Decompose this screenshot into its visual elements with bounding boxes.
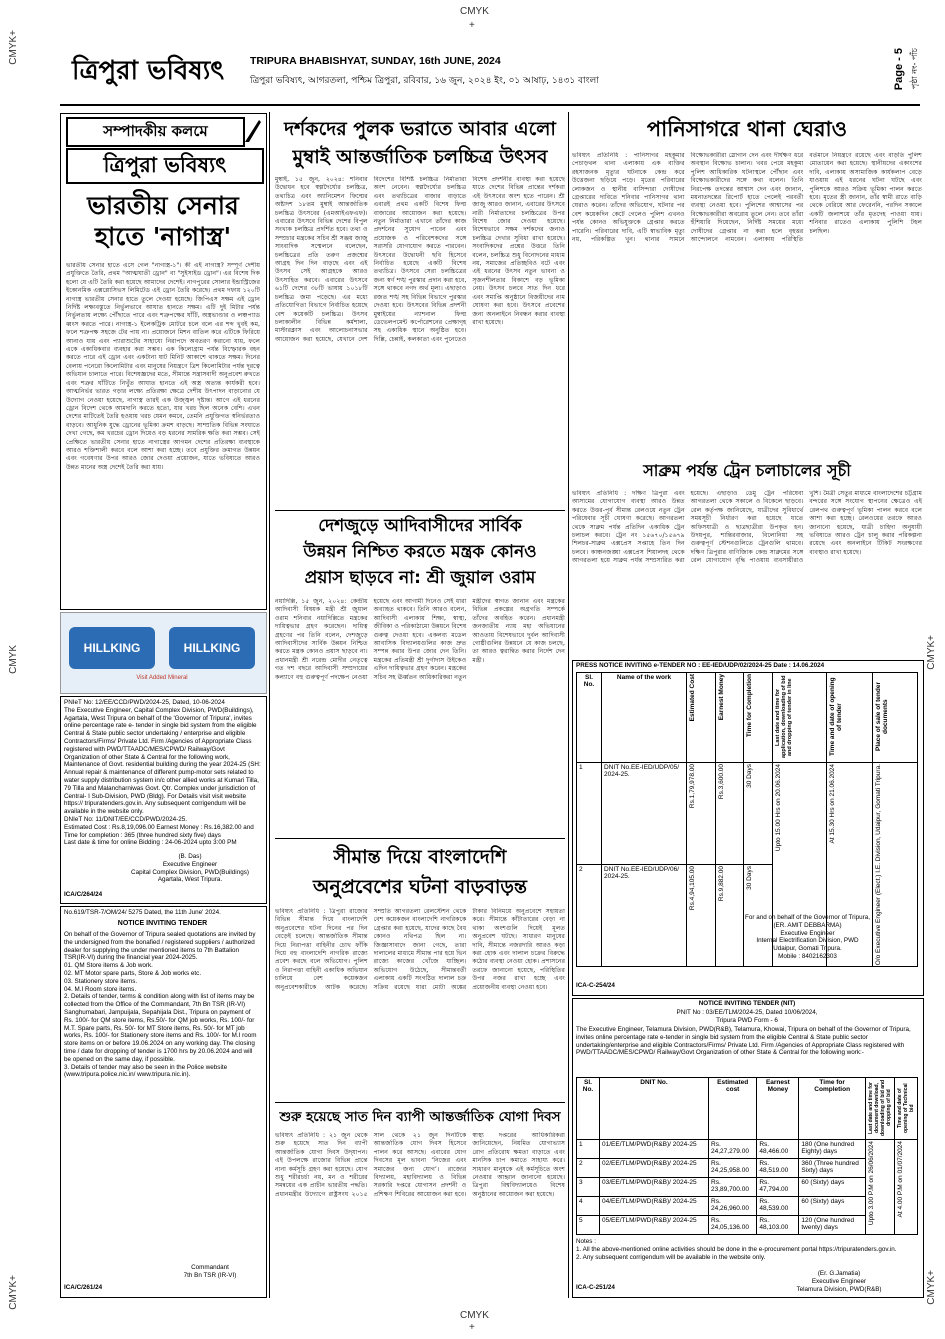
train-headline: সাব্রুম পর্যন্ত ট্রেন চলাচালের সূচী xyxy=(643,461,851,480)
tribal-headline-1: দেশজুড়ে আদিবাসীদের সার্বিক xyxy=(318,516,522,536)
tlm-row2-time: 360 (Three hundred Sixty) days xyxy=(799,1159,866,1178)
police-headline: পানিসাগরে থানা ঘেরাও xyxy=(646,117,848,141)
tribal-headline-3: প্রয়াস ছাড়বে না: শ্রী জুয়াল ওরাম xyxy=(304,568,536,588)
bangladesh-headline-2: অনুপ্রবেশের ঘটনা বাড়বাড়ন্ত xyxy=(312,876,528,898)
tlm-row3-em: Rs. 47,794.00 xyxy=(757,1178,799,1197)
ied-row1-time: 30 Days xyxy=(744,763,773,865)
tribal-rule xyxy=(275,510,565,511)
masthead-title: ত্রিপুরা ভবিষ্যৎ xyxy=(72,56,225,86)
ied-col-last: Last date and time for application, downloading of bid and dropping of tender in line xyxy=(772,673,827,763)
film-body: মুম্বাই, ১৫ জুন, ২০২৪: শনিবার উদ্বোধন হবে স্বল্পদৈর্ঘ্যের চলচ্চিত্র, তথ্যচিত্র এবং অ্যানিমেশন ফিল্মের অষ্টাদশ ১৮তম মুম্বাই আন্তর্জাতিক চলচ্চিত্র উৎসবের (এমআইএফএফ)। এবারের উৎসবে বিভিন্ন দেশের বিপুল সংখ্যক চলচ্চিত্র প্রদর্শিত হবে। তথ্য ও সম্প্রচার মন্ত্রকের সচিব শ্রী সঞ্জয় জাজু সাংবাদিক সম্মেলনে বলেছেন, চলচ্চিত্রের প্রতি তরুণ প্রজন্মের আগ্রহ দিন দিন বাড়ছে এবং এই উৎসব সেই আগ্রহকে আরও উৎসাহিত করবে। এবারের উৎসবে ৬১টি দেশের ৩৮টি ভাষায় ১০১৮টি চলচ্চিত্র জমা পড়েছে। এর মধ্যে প্রতিযোগিতা বিভাগে নির্বাচিত হয়েছে বেশ কয়েকটি চলচ্চিত্র। উৎসব চলাকালীন বিভিন্ন কর্মশালা, মাস্টারক্লাস এবং আলোচনাসভার আয়োজন করা হয়েছে, যেখানে দেশ বিদেশের বিশিষ্ট চলচ্চিত্র নির্মাতারা অংশ নেবেন। স্বল্পদৈর্ঘ্যের চলচ্চিত্র এবং তথ্যচিত্রের বাজার বাড়াতে এবারই প্রথম একটি বিশেষ ফিল্ম বাজারের আয়োজন করা হয়েছে। নতুন নির্মাতারা এখানে তাঁদের কাজ প্রদর্শনের সুযোগ পাবেন এবং প্রযোজক ও পরিবেশকদের সঙ্গে সরাসরি যোগাযোগ করতে পারবেন। উৎসবের উদ্বোধনী ছবি হিসেবে নির্বাচিত হয়েছে একটি বিশেষ তথ্যচিত্র। উৎসবে সেরা চলচ্চিত্রের জন্য স্বর্ণ শঙ্খ পুরস্কার প্রদান করা হবে, সঙ্গে থাকবে নগদ অর্থ মূল্য। এছাড়াও রজত শঙ্খ সহ বিভিন্ন বিভাগে পুরস্কার দেওয়া হবে। উৎসবের বিভিন্ন প্রদর্শনী মুম্বাইয়ের ন্যাশনাল ফিল্ম ডেভেলপমেন্ট কর্পোরেশনের প্রেক্ষাগৃহ সহ একাধিক স্থানে অনুষ্ঠিত হবে। দিল্লি, চেন্নাই, কলকাতা এবং পুনেতেও বিশেষ প্রদর্শনীর ব্যবস্থা করা হয়েছে যাতে দেশের বিভিন্ন প্রান্তের দর্শকরা এই উৎসবের অংশ হতে পারেন। শ্রী জাজু আরও জানান, এবারের উৎসবে নারী নির্মাতাদের চলচ্চিত্রের উপর বিশেষ জোর দেওয়া হয়েছে। বিশেষভাবে সক্ষম দর্শকদের জন্যও চলচ্চিত্র দেখার সুবিধা রাখা হয়েছে। সংবাদিকদের প্রশ্নের উত্তরে তিনি বলেন, চলচ্চিত্র শুধু বিনোদনের মাধ্যম নয়, সমাজের প্রতিচ্ছবিও বটে এবং এই ধরনের উৎসব নতুন ভাবনা ও সৃজনশীলতার বিকাশে বড় ভূমিকা নেয়। উৎসব চলবে সাত দিন ধরে এবং সমাপ্তি অনুষ্ঠানে বিজয়ীদের নাম ঘোষণা করা হবে। উৎসবে প্রবেশের জন্য অনলাইনে নিবন্ধন করার ব্যবস্থা রাখা হয়েছে। xyxy=(275,176,565,343)
hillking-badge-left: HILLKING xyxy=(69,627,155,669)
tlm-row2-dnit: 02/EE/TLM/PWD(R&B)/ 2024-25 xyxy=(600,1159,709,1178)
tender-ied-header: PRESS NOTICE INVITING e-TENDER NO : EE-IED/UDP/02/2024-25 Date : 14.06.2024 xyxy=(576,662,825,669)
tlm-row2-em: Rs. 48,519.00 xyxy=(757,1159,799,1178)
tlm-row3-dnit: 03/EE/TLM/PWD(R&B)/ 2024-25 xyxy=(600,1178,709,1197)
ied-row2-name: DNIT No.EE-IED/UDP/06/ 2024-25. xyxy=(602,865,687,967)
table-row xyxy=(577,763,918,865)
editorial-headline: ভারতীয় সেনার হাতে 'নাগাস্ত্র' xyxy=(87,191,239,251)
yoga-rule xyxy=(275,1102,565,1103)
tender-tlm-code: ICA-C-251/24 xyxy=(576,1284,615,1291)
tlm-row5-sl: 5 xyxy=(577,1216,600,1235)
tlm-col-em: Earnest Money xyxy=(757,1078,799,1140)
tlm-last-date: Upto 3.00 P.M on 26/06/2024 xyxy=(865,1140,894,1235)
ied-col-em: Earnest Money xyxy=(715,673,744,763)
editorial-paper-name: ত্রিপুরা ভবিষ্যৎ xyxy=(66,148,264,184)
tlm-row1-sl: 1 xyxy=(577,1140,600,1159)
tlm-col-dnit: DNIT No. xyxy=(600,1078,709,1140)
tlm-row1-time: 180 (One hundred Eighty) days xyxy=(799,1140,866,1159)
hillking-caption: Visit Added Mineral xyxy=(136,675,188,681)
tlm-col-cost: Estimated cost xyxy=(709,1078,757,1140)
hillking-badge-right: HILLKING xyxy=(169,627,255,669)
tender-tlm-table xyxy=(576,1077,918,1235)
ied-row1-cost: Rs.1,79,978.00 xyxy=(687,763,716,865)
police-body: ভবিষ্যৎ প্রতিনিধি : পানিসাগর মহকুমার পেচাড়থল থানা এলাকায় এক ব্যক্তির রহস্যজনক মৃত্যুর ঘটনাকে কেন্দ্র করে উত্তেজনা ছড়িয়ে পড়ে। মৃতের পরিবারের লোকজন ও স্থানীয় বাসিন্দারা দোষীদের গ্রেপ্তারের দাবিতে শনিবার পানিসাগর থানা ঘেরাও করেন। তাঁদের অভিযোগ, ঘটনার পর বেশ কয়েকদিন কেটে গেলেও পুলিশ এখনও পর্যন্ত কোনও অভিযুক্তকে গ্রেপ্তার করতে পারেনি। পরিবারের দাবি, এটি স্বাভাবিক মৃত্যু নয়, পরিকল্পিত খুন। থানার সামনে বিক্ষোভকারীরা স্লোগান দেন এবং দীর্ঘক্ষণ ধরে অবস্থান বিক্ষোভ চালান। খবর পেয়ে মহকুমা পুলিশ আধিকারিক ঘটনাস্থলে পৌঁছান এবং বিক্ষোভকারীদের সঙ্গে কথা বলেন। তিনি নিরপেক্ষ তদন্তের আশ্বাস দেন এবং জানান, ময়নাতদন্তের রিপোর্ট হাতে পেলেই পরবর্তী ব্যবস্থা নেওয়া হবে। পুলিশের আশ্বাসের পর বিক্ষোভকারীরা অবরোধ তুলে নেন। তবে তাঁরা হুঁশিয়ারি দিয়েছেন, নির্দিষ্ট সময়ের মধ্যে দোষীদের গ্রেপ্তার না করা হলে বৃহত্তর আন্দোলনে নামবেন। এলাকায় পরিস্থিতি বর্তমানে নিয়ন্ত্রণে রয়েছে এবং বাড়তি পুলিশ মোতায়েন করা হয়েছে। স্থানীয়দের একাংশের দাবি, এলাকায় অসামাজিক কার্যকলাপ বেড়ে যাওয়ায় এই ধরনের ঘটনা ঘটছে এবং পুলিশকে আরও সক্রিয় ভূমিকা পালন করতে হবে। মৃতের স্ত্রী জানান, তাঁর স্বামী রাতে বাড়ি থেকে বেরিয়ে আর ফেরেননি, পরদিন সকালে একটি জলাশয়ে তাঁর মৃতদেহ পাওয়া যায়। শনিবার রাতেও এলাকায় পুলিশি টহল চলছিল। xyxy=(572,152,922,244)
cmyk-top: CMYK xyxy=(460,6,489,17)
bangladesh-rule xyxy=(275,838,565,839)
tlm-col-time: Time for Completion xyxy=(799,1078,866,1140)
tender-ied-sign: For and on behalf of the Governor of Tripura, (ER. AMIT DEBBARMA) Executive Engineer Internal Electrification Division, PWD Udaipur, Gomati Tripura. Mobile : 8402162303 xyxy=(745,914,870,960)
tender-tlm-notes: Notes : 1. All the above-mentioned online activities should be done in the e-procurement portal https://tripuratenders.gov.in. 2. Any subsequent corrigendum will be available in the website only. xyxy=(576,1238,897,1261)
editorial-label: সম্পাদকীয় কলমে xyxy=(66,117,245,147)
tender-tsr-title: NOTICE INVITING TENDER xyxy=(117,920,208,927)
quill-icon xyxy=(243,116,263,144)
yoga-body: ভবিষ্যৎ প্রতিনিধি : ২১ জুন থেকে শুরু হয়েছে সাত দিন ব্যাপী আন্তর্জাতিক যোগা দিবস উদ্‌যাপন। এই উপলক্ষে রাজ্যের বিভিন্ন প্রান্তে নানা কর্মসূচি গ্রহণ করা হয়েছে। যোগ শুধু শরীরচর্চা নয়, মন ও শরীরের সমন্বয়ের এক প্রাচীন ভারতীয় পদ্ধতি। প্রধানমন্ত্রীর উদ্যোগে রাষ্ট্রসংঘ ২০১৫ সাল থেকে ২১ জুন দিনটিকে আন্তর্জাতিক যোগ দিবস হিসেবে পালন করে আসছে। এবারের যোগ দিবসের মূল ভাবনা ‘নিজের এবং সমাজের জন্য যোগ’। রাজ্যের বিদ্যালয়, মহাবিদ্যালয় ও বিভিন্ন সরকারি দপ্তরে যোগাসন প্রদর্শনী ও প্রশিক্ষণ শিবিরের আয়োজন করা হবে। স্বাস্থ্য দপ্তরের আধিকারিকরা জানিয়েছেন, নিয়মিত যোগাভ্যাস রোগ প্রতিরোধ ক্ষমতা বাড়াতে এবং মানসিক চাপ কমাতে সাহায্য করে। সাধারণ মানুষকে এই কর্মসূচিতে অংশ নেওয়ার আহ্বান জানানো হয়েছে। ত্রিপুরা বিশ্ববিদ্যালয়েও বিশেষ অনুষ্ঠানের আয়োজন করা হয়েছে। xyxy=(275,1132,565,1198)
film-headline-1: দর্শকদের পুলক ভরাতে আবার এলো xyxy=(284,118,556,140)
tlm-row3-time: 60 (Sixty) days xyxy=(799,1178,866,1197)
tribal-headline-2: উন্নয়ন নিশ্চিত করতে মন্ত্রক কোনও xyxy=(303,542,537,562)
tender-tlm-sign: (Er. G.Jamatia) Executive Engineer Telamura Division, PWD(R&B) xyxy=(796,1270,882,1293)
tender-tlm-nit: PNIT No : 03/EE/TLM/2024-25, Dated 10/06/2024, Tripura PWD Form - 6 xyxy=(676,1009,818,1024)
ied-col-place: Place of sale of tender documents xyxy=(872,673,917,763)
ied-open-date: At 15.30 Hrs on 21.06.2024 xyxy=(827,763,872,967)
tlm-row4-em: Rs. 48,539.00 xyxy=(757,1197,799,1216)
cmyk-bottom: CMYK xyxy=(460,1310,489,1321)
editorial-body: ভারতীয় সেনার হাতে এসে গেল "নাগাস্ত্র-১"। কী এই নাগাস্ত্র? সম্পূর্ণ দেশীয় প্রযুক্তিতে তৈরি, প্রথম "আত্মঘাতী ড্রোন" বা "সুইসাইড ড্রোন"। এর বিশেষ দিক হলো যে এটি তৈরি করা হয়েছে আমাদের দেশেই। নাগপুরের সোলার ইন্ডাস্ট্রিজের ইকোনমিক এক্সপ্লোসিভস লিমিটেড এই ড্রোন তৈরি করেছে। প্রথম দফায় ১২০টি নাগাস্ত্র ভারতীয় সেনার হাতে তুলে দেওয়া হয়েছে। জিপিএস সক্ষম এই ড্রোন নির্দিষ্ট লক্ষ্যবস্তুতে নির্ভুলভাবে আঘাত হানতে সক্ষম। এটি দুই মিটার পর্যন্ত নির্ভুলতায় লক্ষ্যে পৌঁছাতে পারে এবং শত্রুপক্ষের ঘাঁটি, অস্ত্রভাণ্ডার ও লঞ্চপ্যাড ধ্বংস করতে পারে। নাগাস্ত্র-১ ইলেকট্রিক মোটরে চলে বলে এর শব্দ খুবই কম, ফলে শত্রুপক্ষ সহজে টের পায় না। প্রয়োজনে মিশন বাতিল করে এটিকে ফিরিয়ে আনাও যায় এবং প্যারাশুটের সাহায্যে নিরাপদে অবতরণ করানো যায়, ফলে একে একাধিকবার ব্যবহার করা সম্ভব। এক কিলোগ্রাম পর্যন্ত বিস্ফোরক বহন করতে পারে এই ড্রোন এবং একটানা ষাট মিনিট আকাশে থাকতে সক্ষম। দিনের বেলায় পনেরো কিলোমিটার এবং মানুষের নিয়ন্ত্রণে ত্রিশ কিলোমিটার পর্যন্ত দূরত্বে অভিযান চালাতে পারে। বিশেষজ্ঞদের মতে, সীমান্তে সন্ত্রাসবাদী অনুপ্রবেশ রুখতে এবং শত্রুর ঘাঁটিতে নিখুঁত আঘাত হানতে এই অস্ত্র অত্যন্ত কার্যকরী হবে। আত্মনির্ভর ভারত গড়ার লক্ষ্যে প্রতিরক্ষা ক্ষেত্রে দেশীয় উৎপাদন বাড়ানোর যে উদ্যোগ নেওয়া হয়েছে, নাগাস্ত্র তারই এক উজ্জ্বল দৃষ্টান্ত। আগে এই ধরনের ড্রোন বিদেশ থেকে আমদানি করতে হতো, যার খরচ ছিল অনেক বেশি। এখন দেশের মাটিতেই তৈরি হওয়ায় খরচ যেমন কমবে, তেমনি প্রযুক্তিগত স্বনির্ভরতাও বাড়বে। আধুনিক যুদ্ধে ড্রোনের ভূমিকা ক্রমশ বাড়ছে। সাম্প্রতিক বিভিন্ন সংঘাতে দেখা গেছে, কম খরচের ড্রোন দিয়েও বড় ধরনের সামরিক ক্ষতি করা সম্ভব। সেই প্রেক্ষিতে ভারতীয় সেনার হাতে নাগাস্ত্রের আগমন দেশের প্রতিরক্ষা ব্যবস্থাকে আরও শক্তিশালী করবে বলে আশা করা হচ্ছে। তবে প্রযুক্তির ক্রমাগত উন্নয়ন এবং গবেষণার উপর আরও জোর দেওয়া প্রয়োজন, যাতে ভবিষ্যতে আরও উন্নত মানের অস্ত্র দেশেই তৈরি করা যায়। xyxy=(66,262,260,471)
masthead-rule xyxy=(60,104,920,106)
tender-tsr-sign: Commandant 7th Bn TSR (IR-VI) xyxy=(183,1264,237,1279)
tlm-row4-cost: Rs. 24,26,960.00 xyxy=(709,1197,757,1216)
ied-row1-name: DNIT No.EE-IED/UDP/05/ 2024-25. xyxy=(602,763,687,865)
tlm-open-date: At 4.00 P.M on 01/07/2024 xyxy=(894,1140,917,1235)
ied-row1-em: Rs.3,600.00 xyxy=(715,763,744,865)
ied-last-date: Upto 15.00 Hrs on 20.06.2024 xyxy=(772,763,827,967)
page-number-bengali: পৃষ্ঠা নং- পাঁচ xyxy=(910,48,919,90)
tlm-row5-time: 120 (One hundred twenty) days xyxy=(799,1216,866,1235)
tlm-row4-time: 60 (Sixty) days xyxy=(799,1197,866,1216)
bangladesh-headline-1: সীমান্ত দিয়ে বাংলাদেশি xyxy=(333,846,507,868)
tlm-col-sl: Sl. No. xyxy=(577,1078,600,1140)
tlm-col-open: Time and date of opening of Technical bid xyxy=(894,1078,917,1140)
tender-tlm-title: NOTICE INVITING TENDER (NIT) xyxy=(698,1000,796,1007)
tlm-row2-sl: 2 xyxy=(577,1159,600,1178)
cmyk-left-bottom: CMYK+ xyxy=(8,1275,19,1310)
tlm-row1-dnit: 01/EE/TLM/PWD(R&B)/ 2024-25 xyxy=(600,1140,709,1159)
ied-col-sl: Sl. No. xyxy=(577,673,602,763)
ied-col-time: Time for Completion xyxy=(744,673,773,763)
tlm-row5-dnit: 05/EE/TLM/PWD(R&B)/ 2024-25 xyxy=(600,1216,709,1235)
cmyk-right-mid: CMYK+ xyxy=(926,635,937,670)
tender-tlm-text: The Executive Engineer, Telamura Division, PWD(R&B), Telamura, Khowai, Tripura on behalf of the Governor of Tripura, invites online percentage rate e-tender in single bid system from the eligible Central & State public sector undertaking/enterprise and eligible Contractors/Firms/ Private Ltd. Firm /Agencies of Appropriate Class registered with PWD/TTAADC/MES/CPWD/ Railway/Govt Organization of other State & Central for the following work:- xyxy=(576,1026,911,1057)
ied-row1-sl: 1 xyxy=(577,763,602,865)
tlm-row1-cost: Rs. 24,27,279.00 xyxy=(709,1140,757,1159)
tlm-row3-cost: Rs. 23,89,700.00 xyxy=(709,1178,757,1197)
film-headline-2: মুম্বাই আন্তর্জাতিক চলচ্চিত্র উৎসব xyxy=(292,146,548,168)
plus-top: + xyxy=(469,20,475,31)
tlm-col-last: Last date and time for document download, downloading of bid and dropping of bid xyxy=(865,1078,894,1140)
bangladesh-body: ভবিষ্যৎ প্রতিনিধি : ত্রিপুরা রাজ্যের বিভিন্ন সীমান্ত দিয়ে বাংলাদেশি অনুপ্রবেশের ঘটনা দিনের পর দিন বেড়েই চলেছে। আন্তর্জাতিক সীমান্ত দিয়ে নিরাপত্তা বাহিনীর চোখ ফাঁকি দিয়ে বহু বাংলাদেশি নাগরিক রাজ্যে প্রবেশ করছে বলে অভিযোগ। পুলিশ ও নিরাপত্তা বাহিনী একাধিক অভিযান চালিয়ে বেশ কয়েকজন অনুপ্রবেশকারীকে আটক করেছে। সম্প্রতি আগরতলা রেলস্টেশন থেকে বেশ কয়েকজন বাংলাদেশি নাগরিককে গ্রেপ্তার করা হয়েছে, যাদের কাছে বৈধ কোনও নথিপত্র ছিল না। জিজ্ঞাসাবাদে জানা গেছে, তারা দালালের মাধ্যমে সীমান্ত পার হয়ে ভিন রাজ্যে কাজের খোঁজে যাচ্ছিল। অভিযোগ উঠেছে, সীমান্তবর্তী এলাকায় একটি সংগঠিত দালাল চক্র সক্রিয় রয়েছে যারা মোটা অঙ্কের টাকার বিনিময়ে অনুপ্রবেশে সহায়তা করে। সীমান্তে কাঁটাতারের বেড়া না থাকা অংশগুলি দিয়েই মূলত অনুপ্রবেশ ঘটছে। সাধারণ মানুষের দাবি, সীমান্তে নজরদারি আরও কড়া করা হোক এবং দালাল চক্রের বিরুদ্ধে কঠোর ব্যবস্থা নেওয়া হোক। প্রশাসনের তরফে জানানো হয়েছে, পরিস্থিতির উপর নজর রাখা হচ্ছে এবং প্রয়োজনীয় ব্যবস্থা নেওয়া হবে। xyxy=(275,908,565,991)
tender-tsr-header: No.619/TSR-7/OM/24/ 5275 Dated, the 11th June' 2024. xyxy=(64,909,221,916)
tlm-row2-cost: Rs. 24,25,958.00 xyxy=(709,1159,757,1178)
column-rule-1 xyxy=(269,112,270,1298)
tender-ccd-text: PNIeT No: 12/EE/CCD/PWD/2024-25, Dated, 10-06-2024 The Executive Engineer, Capital Complex Division, PWD(Buildings), Agartala, West Tripura on behalf of the 'Governor of Tripura', invites online percentage rate e- tender in single bid system from the eligible Central & State public sector undertaking / enterprise and eligible Contractors/Firms/ Private Ltd. Firm /Agencies of Appropriate Class registered with PWD/TTAADC/MES/CPWD/ Railway/Govt Organization of other State & Central for the following work, Maintenance of Govt. residential building during the year 2024-25 (SH: Annual repair & maintenance of different pump-motor sets related to water supply distribution system in/c other allied works at Kumari Tilla, 79 Tilla and Malancharniwas Govt. Qtr. Complex under jurisdiction of Central- I Sub-Division, PWD (Bldg). For Details visit visit website https:// tripuratenders.gov.in. Any subsequent corrigendum will be available in the website only. DNIeT No: 11/DNIT/EE/CCD/PWD/2024-25. Estimated Cost : Rs.8,19,096.00 Earnest Money : Rs.16,382.00 and Time for completion : 365 (three hundred sixty five) days Last date & time for online Bidding : 24-06-2024 upto 3:00 PM xyxy=(64,699,261,847)
ied-col-cost: Estimated Cost xyxy=(687,673,716,763)
ied-row2-em: Rs.9,882.00 xyxy=(715,865,744,967)
tender-ccd-sign: (B. Das) Executive Engineer Capital Complex Division, PWD(Buildings) Agartala, West Tripura. xyxy=(131,853,249,884)
cmyk-left-top: CMYK+ xyxy=(8,30,19,65)
plus-bottom: + xyxy=(469,1322,475,1333)
tlm-row3-sl: 3 xyxy=(577,1178,600,1197)
yoga-headline: শুরু হয়েছে সাত দিন ব্যাপী আন্তর্জাতিক যোগা দিবস xyxy=(279,1109,561,1125)
masthead-bengali-line: ত্রিপুরা ভবিষ্যৎ, আগরতলা, পশ্চিম ত্রিপুরা, রবিবার, ১৬ জুন, ২০২৪ ইং, ০১ আষাঢ়, ১৪৩১ বাংলা xyxy=(250,76,599,86)
tlm-row4-sl: 4 xyxy=(577,1197,600,1216)
column-rule-2 xyxy=(568,112,569,1298)
cmyk-right-bottom: CMYK+ xyxy=(926,1270,937,1305)
ied-row2-sl: 2 xyxy=(577,865,602,967)
train-body: ভবিষ্যৎ প্রতিনিধি : দক্ষিণ ত্রিপুরা এবং আসামের যোগাযোগ ব্যবস্থা আরও উন্নত করতে উত্তর-পূর্ব সীমান্ত রেলওয়ে নতুন ট্রেন পরিষেবার সূচী ঘোষণা করেছে। আগরতলা থেকে সাব্রুম পর্যন্ত প্রতিদিন একাধিক ট্রেন চলাচল করবে। ট্রেন নং ১৫৬৭০/১৫৬৭৯ শিলচর-সাব্রুম এক্সপ্রেস সপ্তাহে তিন দিন চলবে। কাঞ্চনজঙ্ঘা এক্সপ্রেস শিয়ালদহ থেকে আগরতলা হয়ে সাব্রুম পর্যন্ত সম্প্রসারিত করা হয়েছে। এছাড়াও ডেমু ট্রেন পরিষেবা আগরতলা থেকে সকালে ও বিকেলে ছাড়বে। রেল কর্তৃপক্ষ জানিয়েছে, যাত্রীদের সুবিধার্থে সময়সূচী নির্ধারণ করা হয়েছে যাতে অফিসযাত্রী ও ছাত্রছাত্রীরা উপকৃত হন। উদয়পুর, শান্তিরবাজার, বিলোনিয়া সহ গুরুত্বপূর্ণ স্টেশনগুলিতে ট্রেনগুলি থামবে। দক্ষিণ ত্রিপুরার বাণিজ্যিক কেন্দ্র সাব্রুমের সঙ্গে রেল যোগাযোগ বৃদ্ধি পাওয়ায় ব্যবসায়ীরাও খুশি। মৈত্রী সেতুর মাধ্যমে বাংলাদেশের চট্টগ্রাম বন্দরের সঙ্গে সংযোগ স্থাপনের ক্ষেত্রেও এই রেলপথ গুরুত্বপূর্ণ ভূমিকা পালন করবে বলে আশা করা হচ্ছে। রেলওয়ের তরফে আরও জানানো হয়েছে, যাত্রী চাহিদা অনুযায়ী ভবিষ্যতে আরও ট্রেন চালু করার পরিকল্পনা রয়েছে এবং অনলাইনে টিকিট সংরক্ষণের ব্যবস্থাও রাখা হয়েছে। xyxy=(572,490,922,565)
cmyk-left-mid: CMYK xyxy=(8,645,19,674)
masthead-english-line: TRIPURA BHABISHYAT, SUNDAY, 16th JUNE, 2024 xyxy=(250,55,501,67)
tender-ccd-code: ICA/C/264/24 xyxy=(64,891,103,898)
tender-ied-code: ICA-C-254/24 xyxy=(576,982,615,989)
tender-tsr-text: On behalf of the Governor of Tripura sealed quotations are invited by the undersigned from the bonafied / registered suppliers / authorized dealer for supplying the under mentioned items to 7th Battalion TSR(IR-VI) during the financial year 2024-2025. 01. QM Store items & Job work. 02. MT Motor spare parts, Store & Job works etc. 03. Stationery store items. 04. M.I Room store items. 2. Details of tender, terms & condition along with list of items may be collected from the Office of the Commandant, 7th Bn TSR (IR-VI) Sanghumabari, Jampuijala, Sepahijala Dist., Tripura on payment of Rs. 100/- for QM store items, Rs.50/- for QM job works, Rs. 100/- for M.T. Spare parts, Rs. 50/- for MT Store items, Rs. 50/- for MT job works, Rs. 100/- for Stationery store items and Rs. 100/- for M.I room store items on or before 19.06.2024 on any working day. The closing time / date for dropping of tender is 1700 hrs by 20.06.2024 and will be opened on the same day, if possible. 3. Details of tender may also be seen in the Police website (www.tripura.police.nic.in/ www.tripura.nic.in). xyxy=(64,931,257,1079)
tlm-row1-em: Rs. 48,466.00 xyxy=(757,1140,799,1159)
tlm-row5-em: Rs. 48,103.00 xyxy=(757,1216,799,1235)
table-row xyxy=(577,1140,918,1159)
tlm-row4-dnit: 04/EE/TLM/PWD(R&B)/ 2024-25 xyxy=(600,1197,709,1216)
tribal-body: নয়াদিল্লি, ১৫ জুন, ২০২৪: কেন্দ্রীয় আদিবাসী বিষয়ক মন্ত্রী শ্রী জুয়াল ওরাম শনিবার নয়াদিল্লিতে মন্ত্রকের দায়িত্বভার গ্রহণ করেছেন। দায়িত্ব গ্রহণের পর তিনি বলেন, দেশজুড়ে আদিবাসীদের সার্বিক উন্নয়ন নিশ্চিত করতে মন্ত্রক কোনও প্রয়াস ছাড়বে না। প্রধানমন্ত্রী শ্রী নরেন্দ্র মোদীর নেতৃত্বে গত দশ বছরে আদিবাসী সম্প্রদায়ের কল্যাণে বহু গুরুত্বপূর্ণ পদক্ষেপ নেওয়া হয়েছে এবং আগামী দিনেও সেই ধারা অব্যাহত থাকবে। তিনি আরও বলেন, আদিবাসী এলাকায় শিক্ষা, স্বাস্থ্য, জীবিকা ও পরিকাঠামো উন্নয়নে বিশেষ গুরুত্ব দেওয়া হবে। একলব্য মডেল আবাসিক বিদ্যালয়গুলির কাজ দ্রুত সম্পন্ন করার উপর জোর দেন তিনি। মন্ত্রকের প্রতিমন্ত্রী শ্রী দুর্গাদাস উইকেও এদিন দায়িত্বভার গ্রহণ করেন। মন্ত্রকের সচিব সহ ঊর্ধ্বতন আধিকারিকরা নতুন মন্ত্রীদের স্বাগত জানান এবং মন্ত্রকের বিভিন্ন প্রকল্পের অগ্রগতি সম্পর্কে তাঁদের অবহিত করেন। প্রধানমন্ত্রী জনজাতীয় ন্যায় মহা অভিযানের আওতায় বিশেষভাবে দুর্বল আদিবাসী গোষ্ঠীগুলির উন্নয়নে যে কাজ চলছে, তা আরও ত্বরান্বিত করার নির্দেশ দেন মন্ত্রী। xyxy=(275,598,565,681)
ied-col-name: Name of the work xyxy=(602,673,687,763)
ied-col-open: Time and date of opening of tender xyxy=(827,673,872,763)
ied-row2-cost: Rs.4,94,105.00 xyxy=(687,865,716,967)
tlm-row5-cost: Rs. 24,05,136.00 xyxy=(709,1216,757,1235)
ied-place: O/o Executive Engineer (Elect.) I.E. Division, Udaipur, Gomati Tripura. xyxy=(872,763,917,967)
page-number: Page - 5 xyxy=(893,48,905,91)
ied-row2-time: 30 Days xyxy=(744,865,773,967)
hillking-ad xyxy=(60,612,267,694)
tender-tsr-code: ICA/C/261/24 xyxy=(64,1284,103,1291)
